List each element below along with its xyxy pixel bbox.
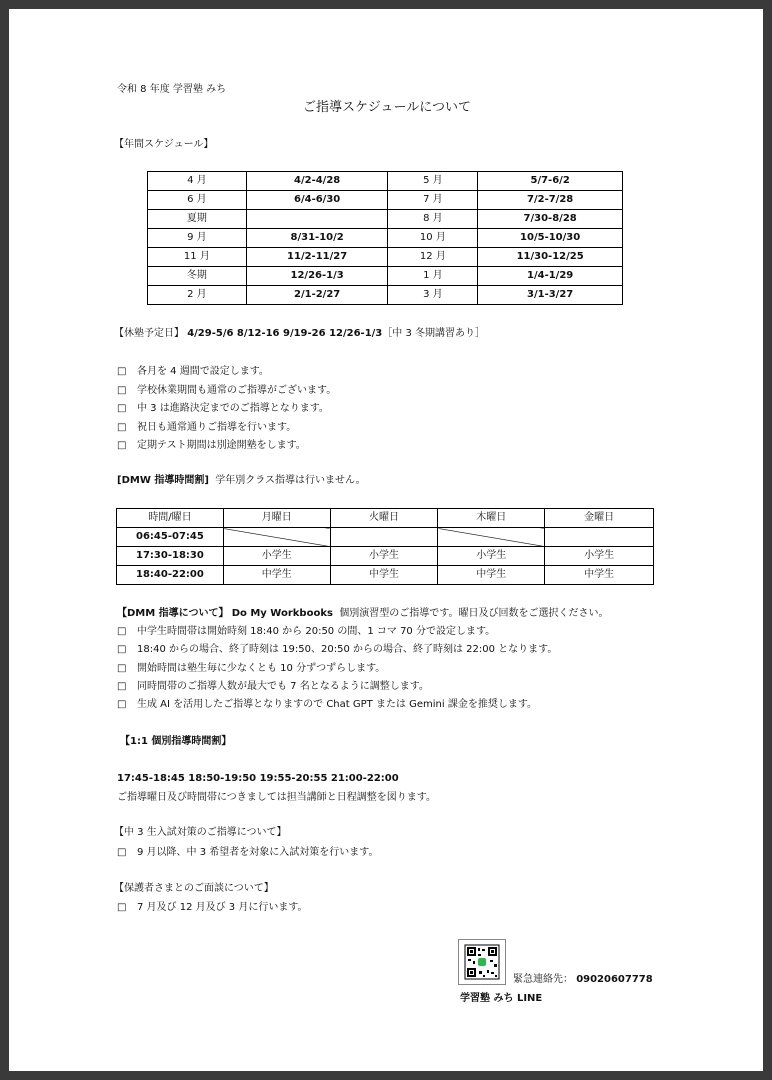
date-range-cell: 11/2-11/27 — [246, 248, 388, 267]
dmw-header-cell: 時間/曜日 — [117, 509, 224, 528]
holidays-line — [114, 328, 485, 340]
date-range-cell: 5/7-6/2 — [478, 172, 623, 191]
date-range-cell: 3/1-3/27 — [478, 286, 623, 305]
checkbox-icon: □ — [117, 644, 127, 656]
checkbox-icon: □ — [117, 662, 127, 674]
dmm-brand: Do My Workbooks — [231, 608, 333, 619]
exam-heading: 【中 3 生入試対策のご指導について】 — [114, 827, 287, 838]
contact-label: 緊急連絡先： — [513, 974, 573, 985]
note-item: □ 各月を 4 週間で設定します。 — [117, 366, 269, 377]
class-cell — [330, 528, 438, 547]
parents-heading: 【保護者さまとのご面談について】 — [114, 883, 274, 894]
dmm-item: □ 開始時間は塾生毎に少なくとも 10 分ずつずらします。 — [117, 662, 386, 674]
dmm-item: □ 生成 AI を活用したご指導となりますので Chat GPT または Gemini 課金を推奨します。 — [117, 699, 538, 711]
dmw-header-row — [117, 509, 654, 528]
date-range-cell: 8/31-10/2 — [246, 229, 388, 248]
dmw-timetable — [116, 508, 654, 585]
date-range-cell: 11/30-12/25 — [478, 248, 623, 267]
time-slot-cell: 06:45-07:45 — [117, 528, 224, 547]
emergency-contact — [513, 974, 653, 986]
class-cell — [438, 528, 545, 547]
month-cell: 3 月 — [388, 286, 478, 305]
class-cell: 中学生 — [223, 566, 330, 585]
month-cell: 2 月 — [148, 286, 247, 305]
checkbox-icon: □ — [117, 680, 127, 692]
dmw-row — [117, 528, 654, 547]
class-cell — [223, 528, 330, 547]
month-cell: 11 月 — [148, 248, 247, 267]
annual-row — [148, 267, 623, 286]
checkbox-icon: □ — [117, 699, 127, 711]
dmw-label: [DMW 指導時間割] — [117, 475, 209, 486]
one-on-one-text: ご指導曜日及び時間帯につきましては担当講師と日程調整を図ります。 — [117, 792, 436, 803]
annual-row — [148, 286, 623, 305]
one-on-one-times: 17:45-18:45 18:50-19:50 19:55-20:55 21:00-22:00 — [117, 773, 399, 784]
dmm-label: 【DMM 指導について】 — [117, 608, 229, 619]
annual-row — [148, 210, 623, 229]
checkbox-icon: □ — [117, 847, 127, 858]
one-on-one-label: 【1:1 個別指導時間割】 — [120, 736, 232, 747]
class-cell: 小学生 — [330, 547, 438, 566]
date-range-cell: 6/4-6/30 — [246, 191, 388, 210]
exam-item: □ 9 月以降、中 3 希望者を対象に入試対策を行います。 — [117, 847, 379, 858]
month-cell: 冬期 — [148, 267, 247, 286]
note-item: □ 祝日も通常通りご指導を行います。 — [117, 421, 297, 433]
dmm-text: 個別演習型のご指導です。曜日及び回数をご選択ください。 — [339, 608, 609, 619]
date-range-cell: 7/30-8/28 — [478, 210, 623, 229]
date-range-cell: 2/1-2/27 — [246, 286, 388, 305]
class-cell: 中学生 — [545, 566, 654, 585]
date-range-cell: 4/2-4/28 — [246, 172, 388, 191]
class-cell — [545, 528, 654, 547]
line-label: 学習塾 みち LINE — [460, 993, 543, 1004]
dmw-header-cell: 木曜日 — [438, 509, 545, 528]
annual-row — [148, 172, 623, 191]
month-cell: 5 月 — [388, 172, 478, 191]
month-cell: 10 月 — [388, 229, 478, 248]
dmm-line — [117, 608, 608, 620]
dmw-row — [117, 566, 654, 585]
month-cell: 夏期 — [148, 210, 247, 229]
note-item: □ 定期テスト期間は別途開塾をします。 — [117, 440, 306, 451]
month-cell: 1 月 — [388, 267, 478, 286]
month-cell: 6 月 — [148, 191, 247, 210]
checkbox-icon: □ — [117, 421, 127, 433]
annual-schedule-table — [147, 171, 623, 305]
month-cell: 4 月 — [148, 172, 247, 191]
dmw-header-cell: 金曜日 — [545, 509, 654, 528]
dmm-item: □ 18:40 からの場合、終了時刻は 19:50、20:50 からの場合、終了時刻は 22:00 となります。 — [117, 644, 558, 656]
date-range-cell: 1/4-1/29 — [478, 267, 623, 286]
document-page — [9, 9, 763, 1071]
checkbox-icon: □ — [117, 366, 127, 377]
holidays-dates: 4/29-5/6 8/12-16 9/19-26 12/26-1/3 — [187, 328, 383, 339]
month-cell: 8 月 — [388, 210, 478, 229]
dmw-header-cell: 火曜日 — [330, 509, 438, 528]
note-item: □ 中 3 は進路決定までのご指導となります。 — [117, 403, 329, 414]
class-cell: 小学生 — [545, 547, 654, 566]
parents-item: □ 7 月及び 12 月及び 3 月に行います。 — [117, 902, 308, 913]
dmw-line — [117, 475, 366, 487]
annual-heading: 【年間スケジュール】 — [114, 139, 214, 150]
checkbox-icon: □ — [117, 440, 127, 451]
dmw-text: 学年別クラス指導は行いません。 — [215, 475, 366, 486]
class-cell: 中学生 — [330, 566, 438, 585]
checkbox-icon: □ — [117, 403, 127, 414]
annual-row — [148, 229, 623, 248]
holidays-label: 【休塾予定日】 — [114, 328, 184, 339]
dmm-item: □ 同時間帯のご指導人数が最大でも 7 名となるように調整します。 — [117, 680, 429, 692]
checkbox-icon: □ — [117, 902, 127, 913]
org-line: 令和 8 年度 学習塾 みち — [117, 84, 227, 95]
month-cell: 7 月 — [388, 191, 478, 210]
class-cell: 小学生 — [223, 547, 330, 566]
date-range-cell — [246, 210, 388, 229]
annual-row — [148, 191, 623, 210]
time-slot-cell: 17:30-18:30 — [117, 547, 224, 566]
holidays-note: ［中 3 冬期講習あり］ — [382, 328, 485, 339]
class-cell: 小学生 — [438, 547, 545, 566]
date-range-cell: 12/26-1/3 — [246, 267, 388, 286]
dmm-item: □ 中学生時間帯は開始時刻 18:40 から 20:50 の間、1 コマ 70 分で設定します。 — [117, 626, 496, 637]
contact-phone: 09020607778 — [576, 974, 653, 985]
page-title: ご指導スケジュールについて — [303, 100, 471, 115]
time-slot-cell: 18:40-22:00 — [117, 566, 224, 585]
note-item: □ 学校休業期間も通常のご指導がございます。 — [117, 384, 337, 396]
dmw-row — [117, 547, 654, 566]
month-cell: 12 月 — [388, 248, 478, 267]
checkbox-icon: □ — [117, 626, 127, 637]
annual-row — [148, 248, 623, 267]
date-range-cell: 10/5-10/30 — [478, 229, 623, 248]
date-range-cell: 7/2-7/28 — [478, 191, 623, 210]
qr-code-icon — [458, 939, 506, 985]
checkbox-icon: □ — [117, 384, 127, 396]
dmw-header-cell: 月曜日 — [223, 509, 330, 528]
month-cell: 9 月 — [148, 229, 247, 248]
class-cell: 中学生 — [438, 566, 545, 585]
